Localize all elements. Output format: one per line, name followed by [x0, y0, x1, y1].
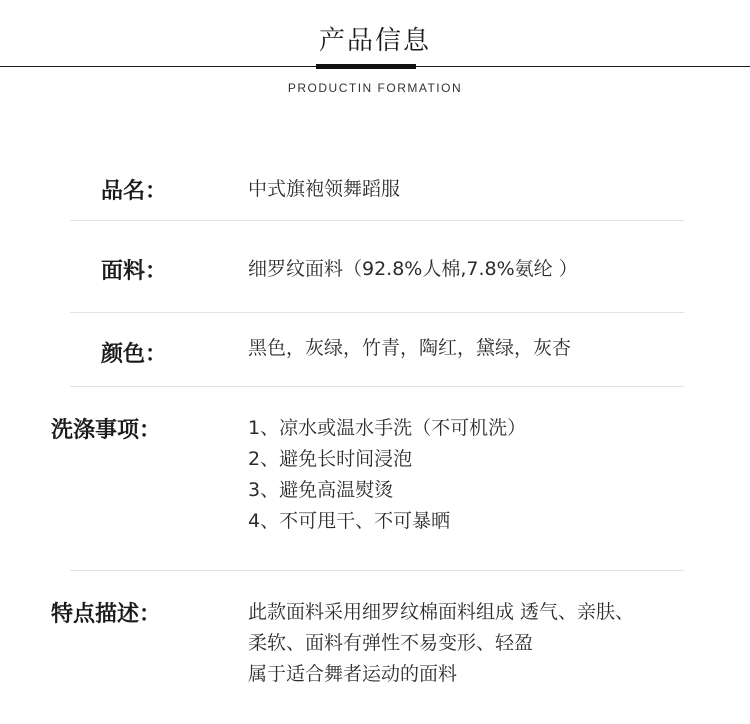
info-value-line: 柔软、面料有弹性不易变形、轻盈 [248, 632, 534, 654]
row-divider [70, 220, 684, 221]
info-value-list [248, 413, 526, 537]
info-label: 特点描述： [51, 602, 162, 627]
info-label: 面料： [101, 259, 168, 284]
info-value-line: 3、避免高温熨烫 [248, 479, 394, 501]
info-value: 细罗纹面料（92.8%人棉,7.8%氨纶 ） [248, 258, 578, 280]
info-label: 洗涤事项： [51, 418, 162, 443]
info-value-line: 2、避免长时间浸泡 [248, 448, 413, 470]
info-value-line: 属于适合舞者运动的面料 [248, 663, 458, 685]
page-title: 产品信息 [318, 26, 431, 56]
page-subtitle: PRODUCTIN FORMATION [287, 81, 463, 95]
info-label: 品名： [101, 179, 168, 204]
info-value: 黑色，灰绿，竹青，陶红，黛绿，灰杏 [248, 337, 572, 359]
info-value-line: 4、不可甩干、不可暴晒 [248, 510, 451, 532]
row-divider [70, 312, 684, 313]
info-value: 中式旗袍领舞蹈服 [248, 178, 401, 200]
info-value-line: 1、凉水或温水手洗（不可机洗） [248, 417, 527, 439]
row-divider [70, 386, 684, 387]
info-value-line: 此款面料采用细罗纹棉面料组成 透气、亲肤、 [248, 601, 635, 623]
info-label: 颜色： [101, 342, 168, 367]
title-accent-bar [316, 64, 416, 69]
info-value-list [248, 597, 634, 690]
row-divider [70, 570, 684, 571]
